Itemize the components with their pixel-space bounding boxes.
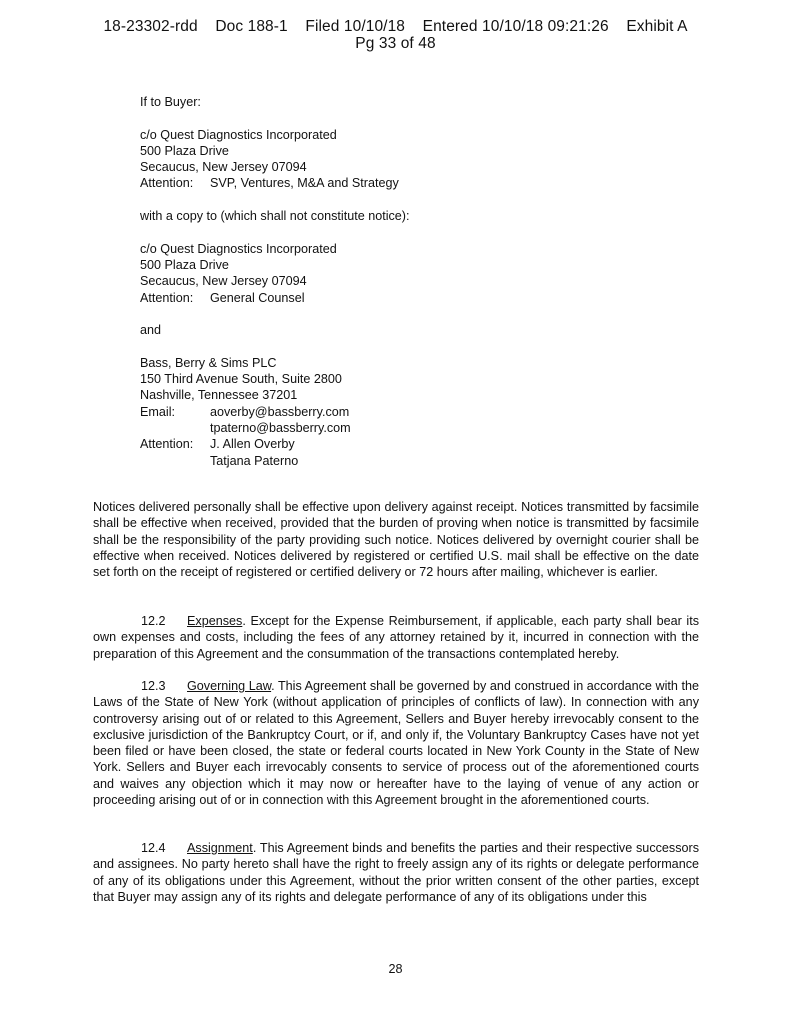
filing-header-line1: 18-23302-rdd Doc 188-1 Filed 10/10/18 Entered 10/10/18 09:21:26 Exhibit A xyxy=(103,18,688,35)
address-line: Secaucus, New Jersey 07094 xyxy=(140,274,307,289)
attention-line xyxy=(140,175,410,191)
attention-label: Attention: xyxy=(140,176,194,191)
section-number: 12.3 xyxy=(141,679,166,693)
email-line xyxy=(140,404,410,420)
attention-value: General Counsel xyxy=(210,290,305,305)
attention-line xyxy=(140,436,410,452)
address-line: 150 Third Avenue South, Suite 2800 xyxy=(140,372,342,387)
address-line: 500 Plaza Drive xyxy=(140,257,229,272)
section-text: . This Agreement shall be governed by and construed in accordance with the Laws of the State of New York (without application of principles of conflicts of law). In connection with any controversy arising out of or related to this Agreement, Sellers and Buyer hereby irrevocably consent to the exclusive jurisdiction of the Bankruptcy Court, or if, and only if, the Voluntary Bankruptcy Cases have not yet been filed or have been closed, the state or federal courts located in New York County in the State of New York. Sellers and Buyer each irrevocably consents to service of process out of the aforementioned courts and waives any objection which it may now or hereafter have to the laying of venue of any action or proceeding arising out of or in connection with this Agreement brought in the aforementioned courts. xyxy=(93,679,699,808)
address-line: c/o Quest Diagnostics Incorporated xyxy=(140,127,337,142)
attention-value: SVP, Ventures, M&A and Strategy xyxy=(210,176,399,191)
attention-label: Attention: xyxy=(140,290,194,305)
section-title: Expenses xyxy=(187,614,243,628)
section-title: Assignment xyxy=(187,841,253,855)
section-title: Governing Law xyxy=(187,679,272,693)
address-line: Bass, Berry & Sims PLC xyxy=(140,355,277,370)
address-line: Secaucus, New Jersey 07094 xyxy=(140,160,307,175)
section-text: . Except for the Expense Reimbursement, if applicable, each party shall bear its own expenses and costs, including the fees of any attorney retained by it, incurred in connection with the preparation of this Agreement and the consummation of the transactions contemplated hereby. xyxy=(93,614,699,661)
page-number: 28 xyxy=(388,962,403,976)
section-number: 12.4 xyxy=(141,841,166,855)
section-12-4 xyxy=(93,840,699,905)
attention-name: J. Allen Overby xyxy=(210,437,295,452)
address-line: 500 Plaza Drive xyxy=(140,143,229,158)
section-12-2 xyxy=(93,613,699,662)
and-line: and xyxy=(140,323,162,338)
email-label: Email: xyxy=(140,404,175,419)
email-address: tpaterno@bassberry.com xyxy=(210,420,351,435)
section-text: . This Agreement binds and benefits the parties and their respective successors and assignees. No party hereto shall have the right to freely assign any of its rights or delegate performance of any of its obligations under this Agreement, without the prior written consent of the other parties, except that Buyer may assign any of its rights and delegate performance of any of its obligations under this xyxy=(93,841,699,904)
attention-label: Attention: xyxy=(140,437,194,452)
buyer-intro: If to Buyer: xyxy=(140,95,201,109)
filing-header-line2: Pg 33 of 48 xyxy=(355,35,436,52)
section-12-3 xyxy=(93,678,699,808)
address-line: Nashville, Tennessee 37201 xyxy=(140,388,298,403)
notices-paragraph: Notices delivered personally shall be effective upon delivery against receipt. Notices transmitted by facsimile shall be effective when received, provided that the burden of proving when notice is transmitted by facsimile shall be the responsibility of the party providing such notice. Notices delivered by overnight courier shall be effective when received. Notices delivered by registered or certified U.S. mail shall be effective on the date set forth on the receipt of registered or certified delivery or 72 hours after mailing, whichever is earlier. xyxy=(93,500,699,580)
buyer-notice-block xyxy=(140,94,410,469)
email-address: aoverby@bassberry.com xyxy=(210,404,350,419)
filing-header xyxy=(0,18,791,52)
attention-name: Tatjana Paterno xyxy=(210,453,299,468)
address-line: c/o Quest Diagnostics Incorporated xyxy=(140,241,337,256)
copy-line: with a copy to (which shall not constitute notice): xyxy=(140,209,410,224)
attention-line xyxy=(140,290,410,306)
section-number: 12.2 xyxy=(141,614,166,628)
